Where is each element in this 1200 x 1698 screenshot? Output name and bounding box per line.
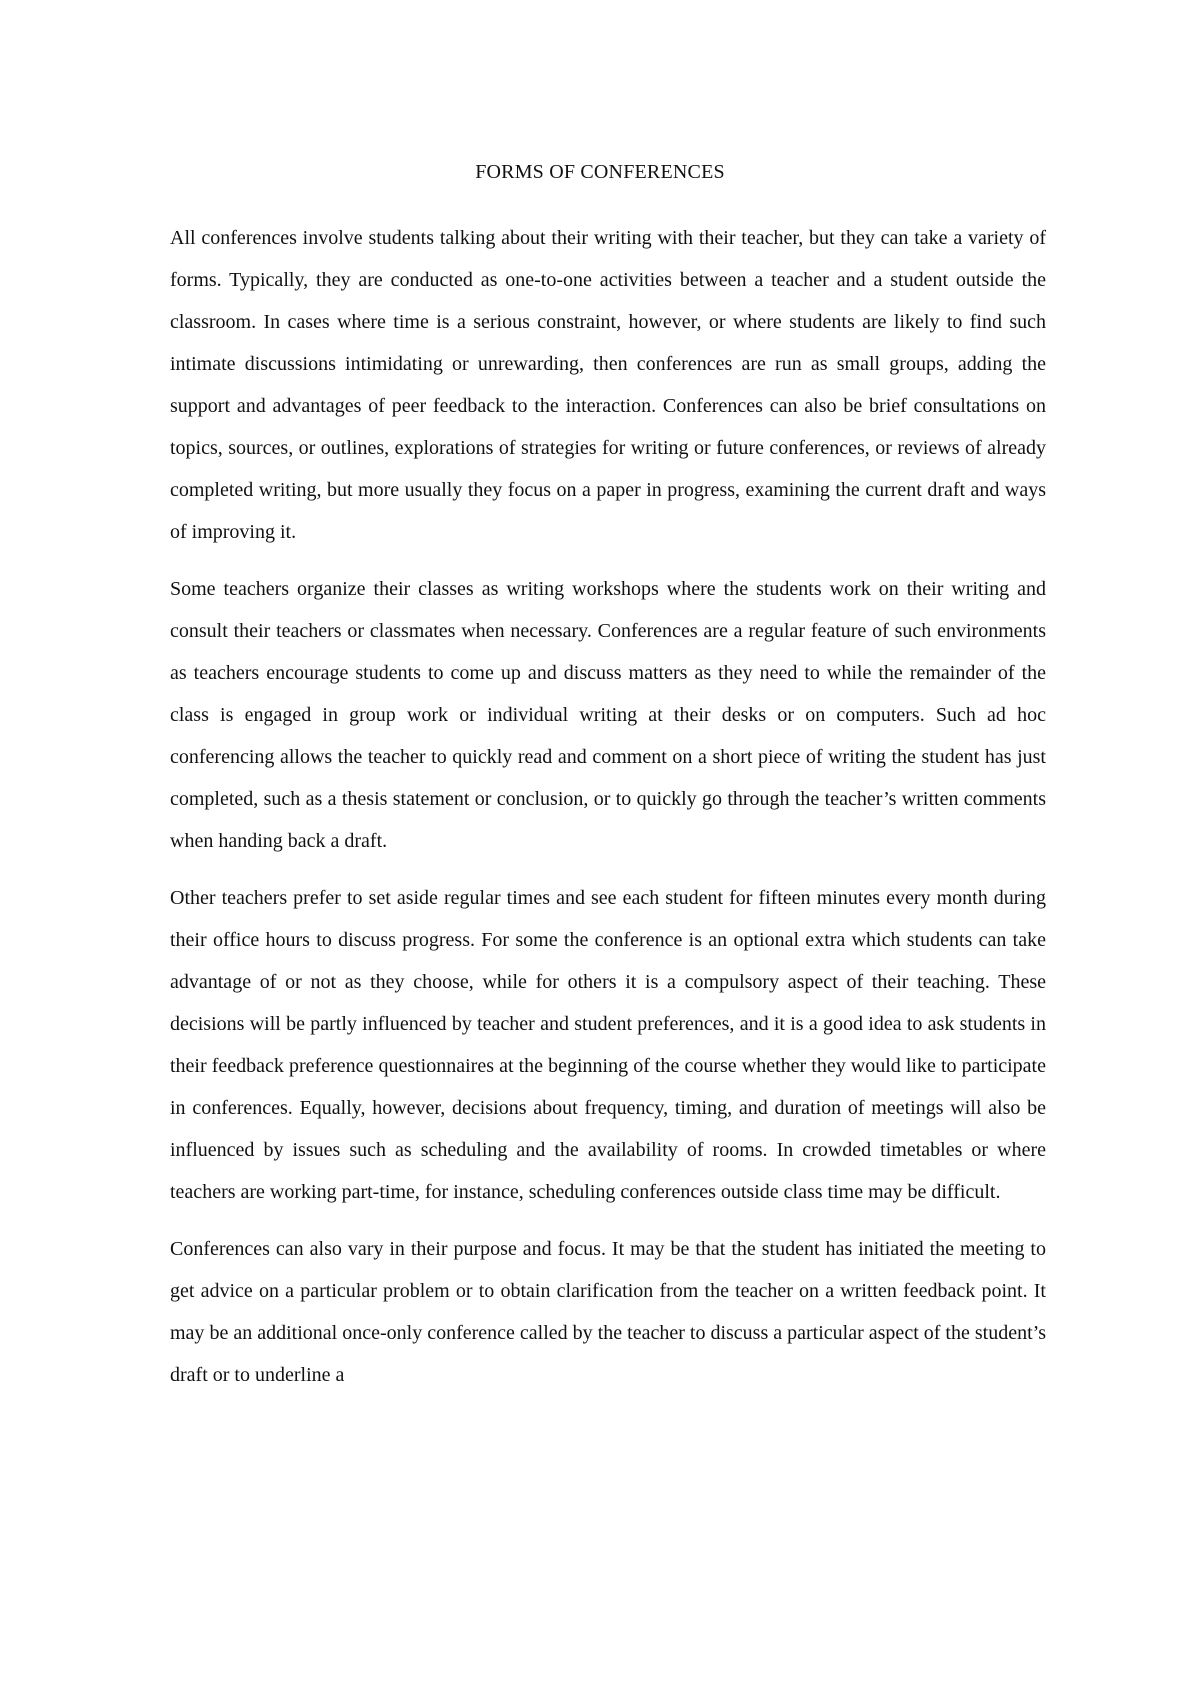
paragraph-4: Conferences can also vary in their purpose and focus. It may be that the student has initiated the meeting to get advice on a particular problem or to obtain clarification from the teacher on a written feedback point. It may be an additional once-only conference called by the teacher to discuss a particular aspect of the student’s draft or to underline a: [170, 1238, 1046, 1386]
document-body: [170, 217, 1046, 1411]
paragraph-2: Some teachers organize their classes as writing workshops where the students work on their writing and consult their teachers or classmates when necessary. Conferences are a regular feature of such environments as teachers encourage students to come up and discuss matters as they need to while the remainder of the class is engaged in group work or individual writing at their desks or on computers. Such ad hoc conferencing allows the teacher to quickly read and comment on a short piece of writing the student has just completed, such as a thesis statement or conclusion, or to quickly go through the teacher’s written comments when handing back a draft.: [170, 578, 1046, 852]
paragraph-1: All conferences involve students talking about their writing with their teacher, but they can take a variety of forms. Typically, they are conducted as one-to-one activities between a teacher and a student outside the classroom. In cases where time is a serious constraint, however, or where students are likely to find such intimate discussions intimidating or unrewarding, then conferences are run as small groups, adding the support and advantages of peer feedback to the interaction. Conferences can also be brief consultations on topics, sources, or outlines, explorations of strategies for writing or future conferences, or reviews of already completed writing, but more usually they focus on a paper in progress, examining the current draft and ways of improving it.: [170, 227, 1046, 543]
document-title: FORMS OF CONFERENCES: [475, 161, 725, 183]
paragraph-3: Other teachers prefer to set aside regular times and see each student for fifteen minutes every month during their office hours to discuss progress. For some the conference is an optional extra which students can take advantage of or not as they choose, while for others it is a compulsory aspect of their teaching. These decisions will be partly influenced by teacher and student preferences, and it is a good idea to ask students in their feedback preference questionnaires at the beginning of the course whether they would like to participate in conferences. Equally, however, decisions about frequency, timing, and duration of meetings will also be influenced by issues such as scheduling and the availability of rooms. In crowded timetables or where teachers are working part-time, for instance, scheduling conferences outside class time may be difficult.: [170, 887, 1046, 1203]
